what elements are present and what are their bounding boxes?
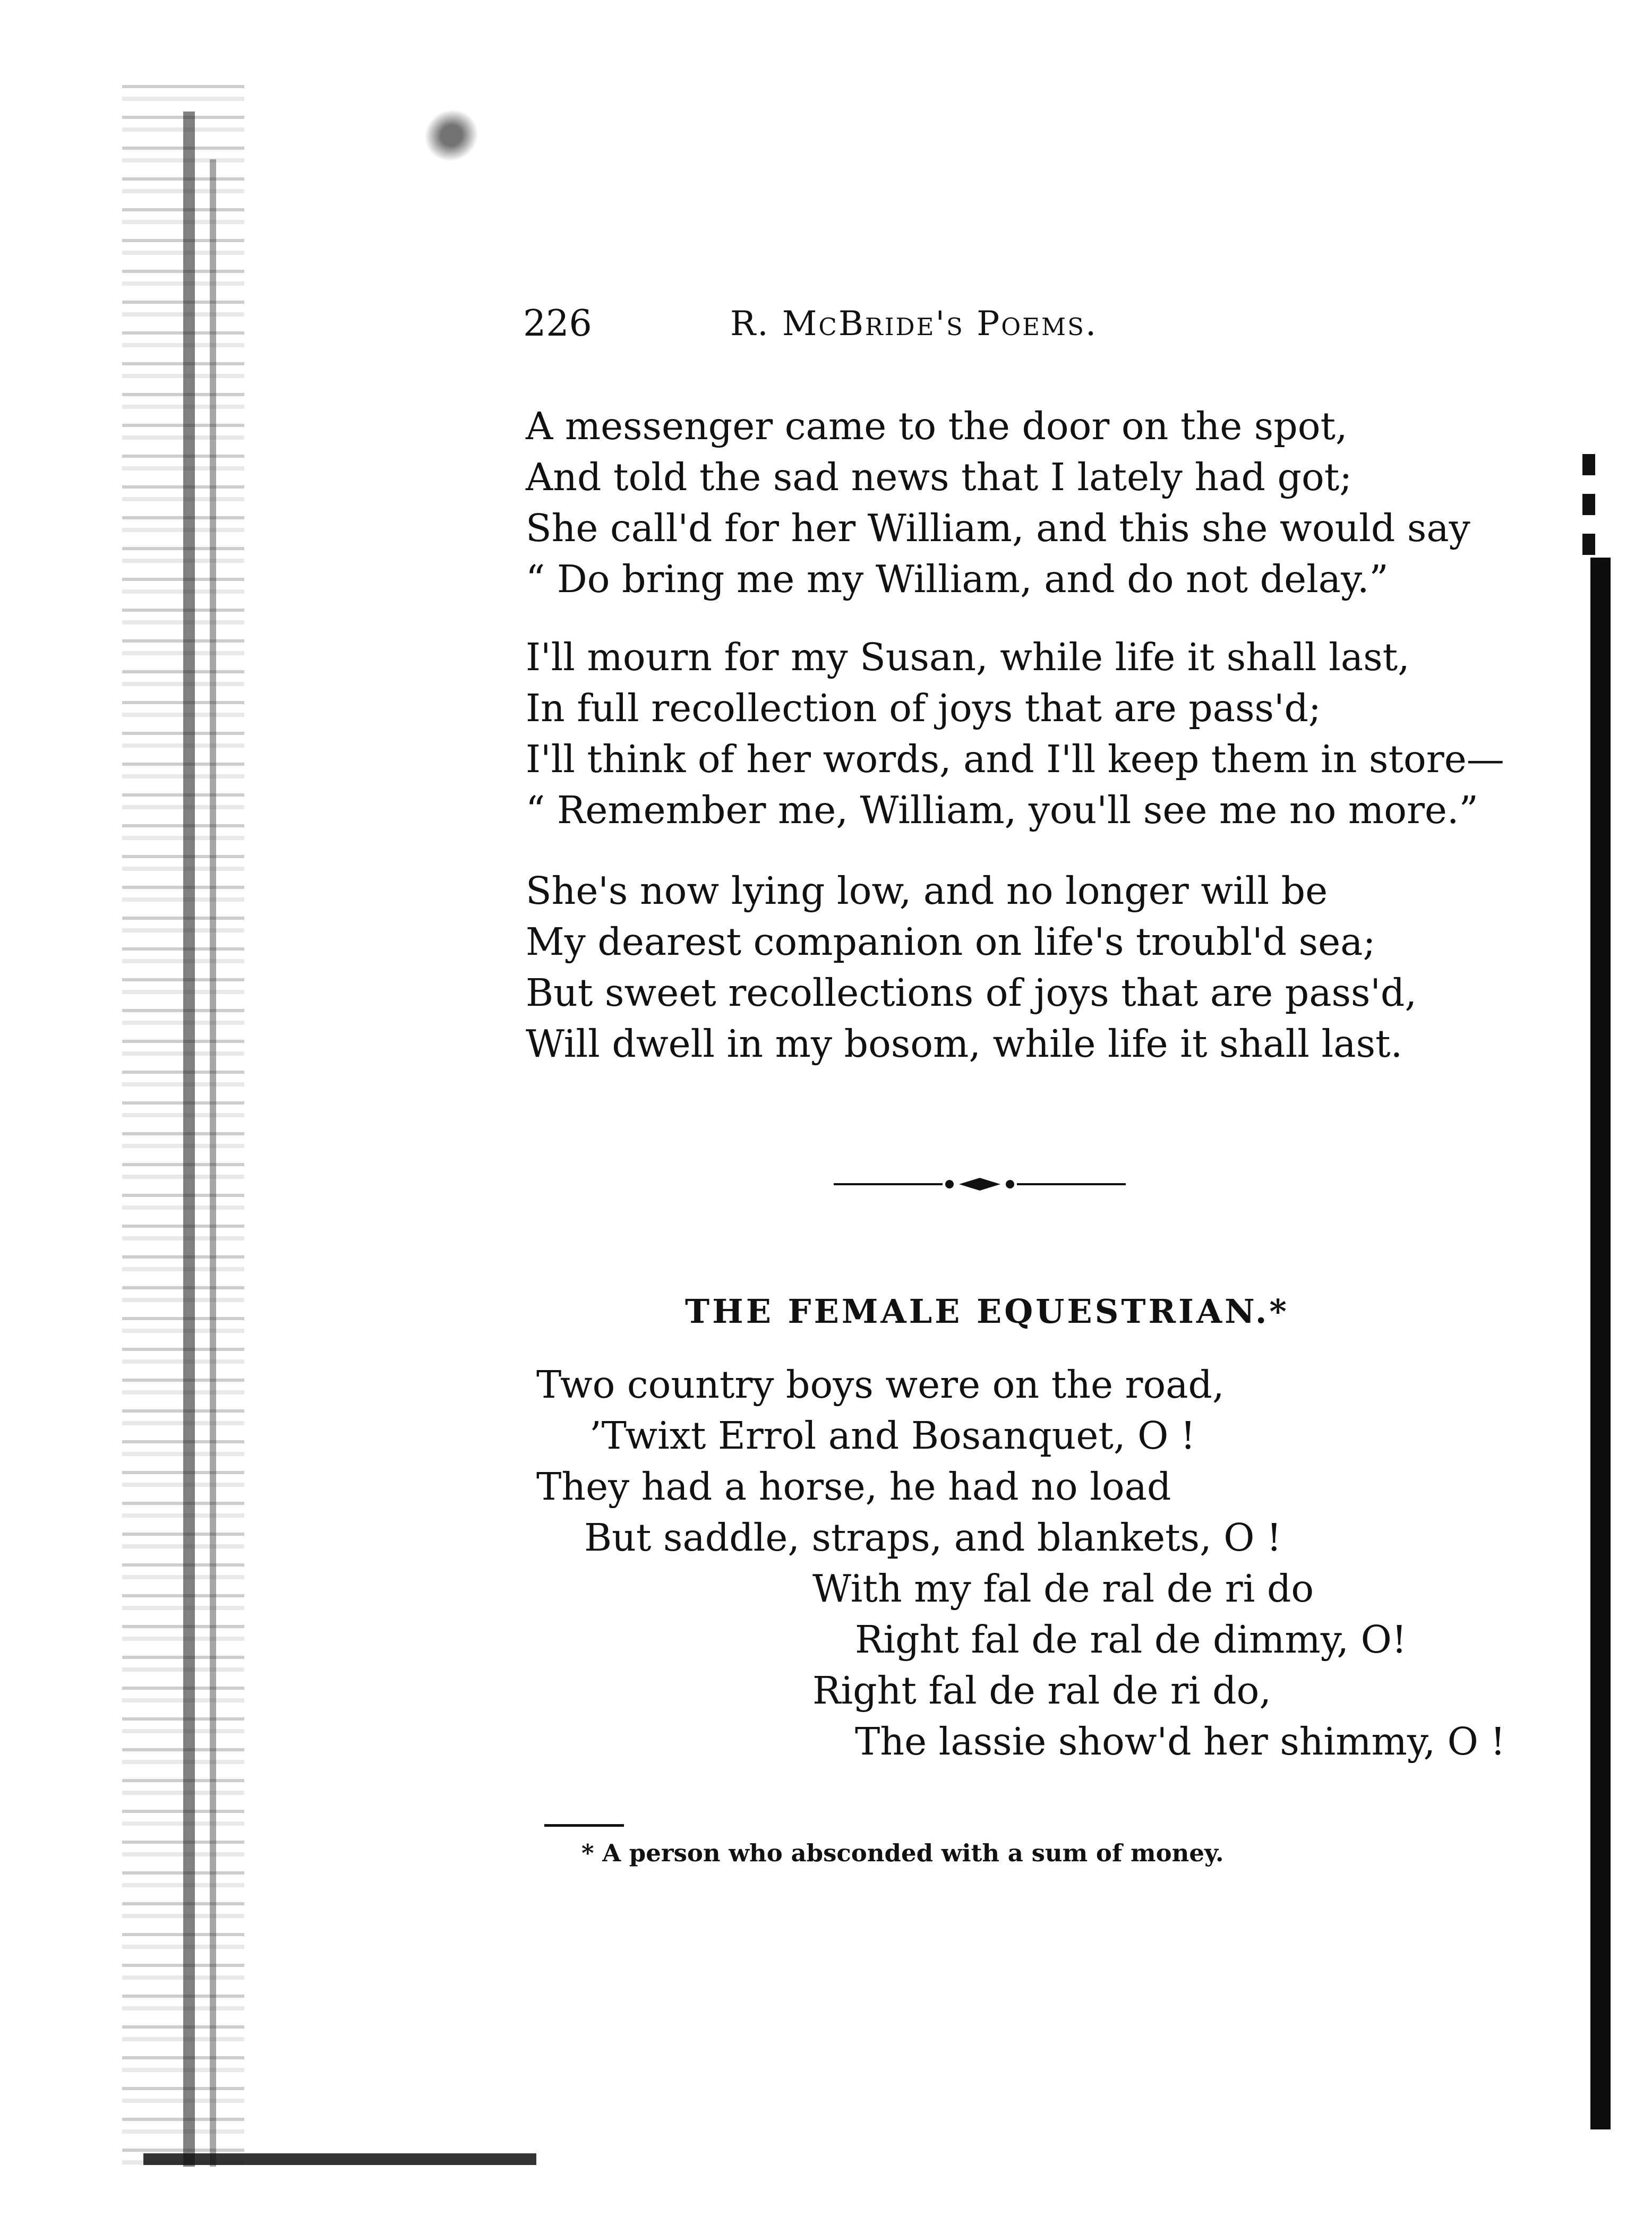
verse-line: She call'd for her William, and this she would say xyxy=(526,506,1470,550)
verse-line: I'll think of her words, and I'll keep them in store— xyxy=(526,737,1504,781)
verse-line: Will dwell in my bosom, while life it shall last. xyxy=(526,1022,1403,1066)
verse-line: A messenger came to the door on the spot, xyxy=(526,404,1348,448)
ornament-divider xyxy=(834,1174,1126,1195)
verse-line: In full recollection of joys that are pass'd; xyxy=(526,686,1321,730)
binding-gutter-line xyxy=(183,112,195,2167)
footnote: * A person who absconded with a sum of money. xyxy=(581,1839,1224,1867)
stanza xyxy=(526,401,1470,605)
verse-line: I'll mourn for my Susan, while life it shall last, xyxy=(526,635,1410,679)
poem-title: THE FEMALE EQUESTRIAN.* xyxy=(685,1292,1289,1331)
page-right-edge xyxy=(1590,558,1611,2129)
running-title: R. McBride's Poems. xyxy=(730,304,1098,344)
page-bottom-edge xyxy=(143,2153,536,2165)
poem-body xyxy=(536,1359,1505,1767)
verse-line: But sweet recollections of joys that are pass'd, xyxy=(526,971,1417,1015)
verse-line: Two country boys were on the road, xyxy=(536,1363,1225,1407)
verse-line: But saddle, straps, and blankets, O ! xyxy=(584,1516,1282,1560)
refrain-line: With my fal de ral de ri do xyxy=(812,1567,1314,1611)
footnote-rule xyxy=(544,1824,624,1827)
verse-line: They had a horse, he had no load xyxy=(536,1465,1171,1509)
verse-line: “ Do bring me my William, and do not delay.” xyxy=(526,557,1389,601)
running-header xyxy=(523,297,1192,350)
page-number: 226 xyxy=(523,303,592,345)
verse-line: ’Twixt Errol and Bosanquet, O ! xyxy=(589,1414,1196,1458)
verse-line: And told the sad news that I lately had got; xyxy=(526,455,1353,499)
refrain-line: Right fal de ral de ri do, xyxy=(812,1669,1271,1713)
ink-smudge xyxy=(395,80,508,191)
verse-line: “ Remember me, William, you'll see me no more.” xyxy=(526,788,1478,832)
verse-line: She's now lying low, and no longer will be xyxy=(526,869,1328,913)
stanza xyxy=(526,866,1460,1070)
stanza xyxy=(526,632,1504,836)
refrain-line: The lassie show'd her shimmy, O ! xyxy=(855,1719,1505,1764)
verse-line: My dearest companion on life's troubl'd sea; xyxy=(526,920,1376,964)
binding-gutter-line xyxy=(210,159,216,2167)
page-right-marks xyxy=(1582,454,1595,566)
refrain-line: Right fal de ral de dimmy, O! xyxy=(855,1618,1407,1662)
